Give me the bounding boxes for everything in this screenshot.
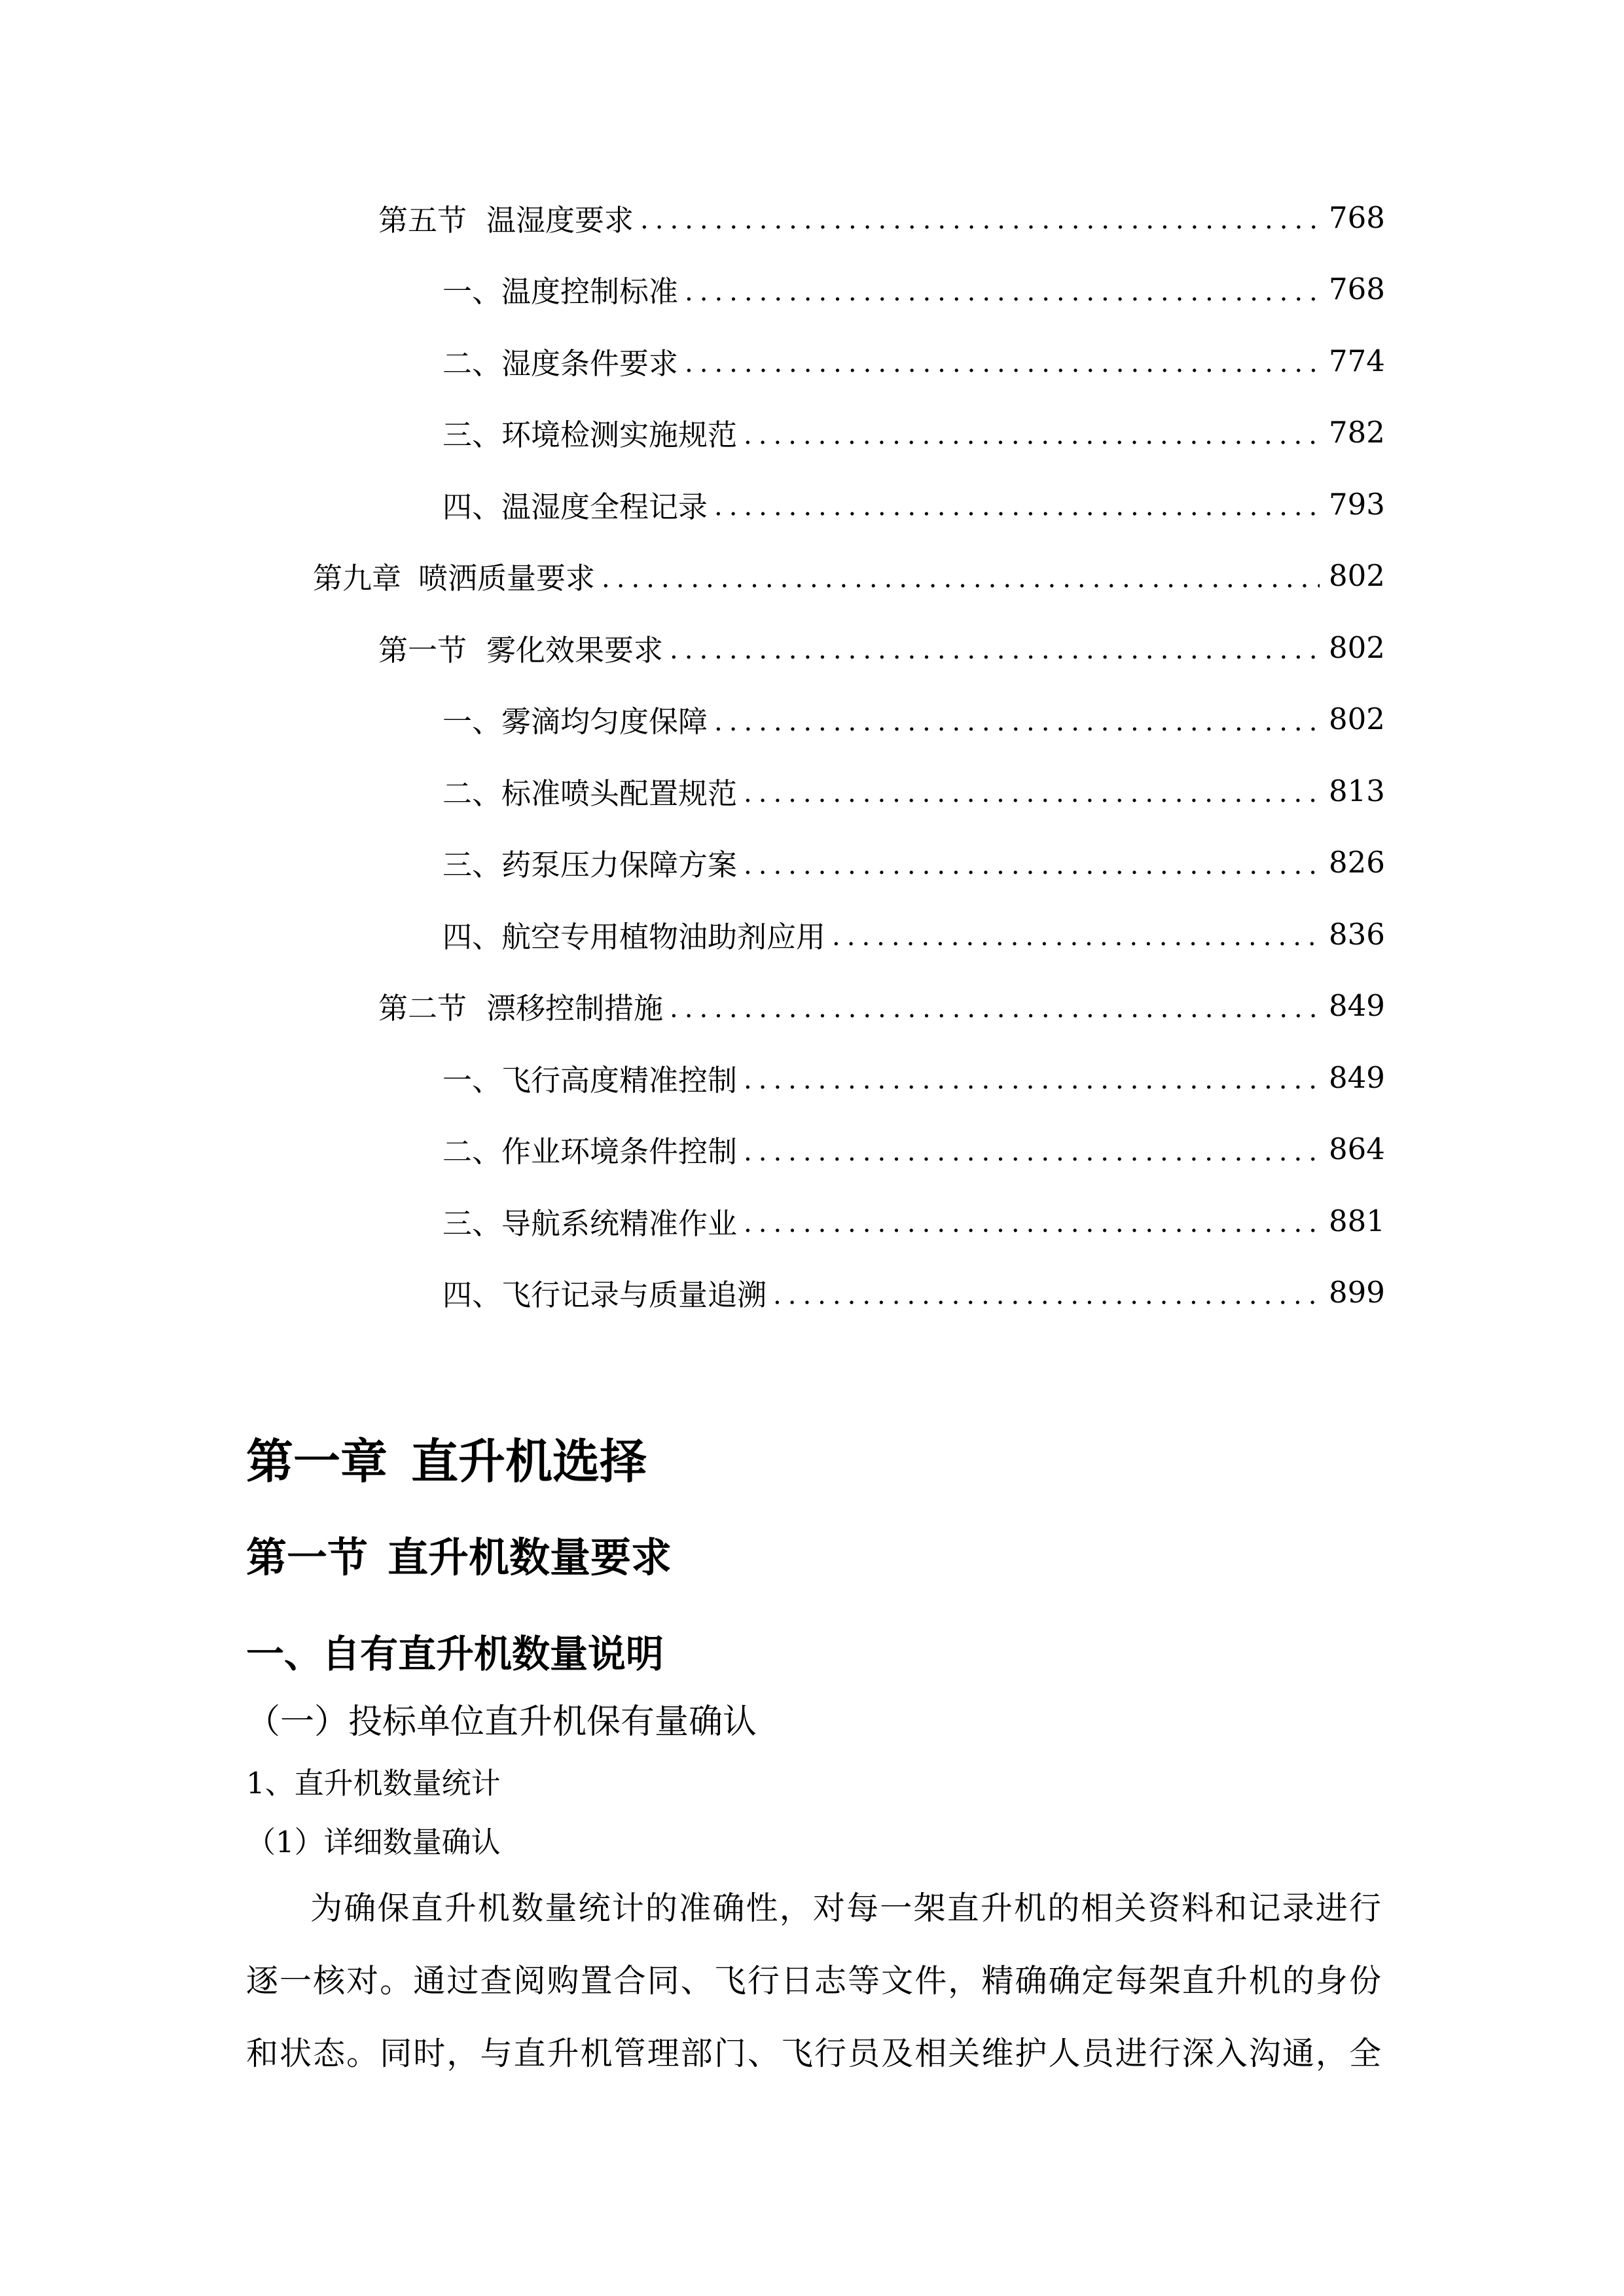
paragraph-line: 和状态。同时，与直升机管理部门、飞行员及相关维护人员进行深入沟通，全 <box>246 2035 1381 2072</box>
toc-entry-title: 喷洒质量要求 <box>418 561 596 596</box>
toc-entry-title: 导航系统精准作业 <box>501 1206 738 1241</box>
toc-entry <box>378 191 1385 243</box>
toc-entry-page: 813 <box>1329 773 1385 808</box>
toc-entry-page: 802 <box>1329 558 1385 593</box>
toc-entry <box>313 550 1385 602</box>
toc-entry-number: 四、 <box>442 919 502 954</box>
toc-entry <box>442 693 1385 745</box>
toc-entry-page: 826 <box>1329 845 1385 880</box>
toc-entry-page: 864 <box>1329 1132 1385 1166</box>
toc-entry-page: 774 <box>1329 343 1385 378</box>
toc-entry <box>442 836 1385 889</box>
toc-entry <box>442 908 1385 960</box>
toc-entry-title: 漂移控制措施 <box>486 991 664 1026</box>
toc-entry-number: 二、 <box>442 1134 502 1169</box>
toc-leader-dots <box>670 996 1320 1022</box>
toc-leader-dots <box>773 1282 1320 1308</box>
chapter-title: 直升机选择 <box>411 1433 647 1489</box>
toc-entry-page: 768 <box>1329 200 1385 235</box>
paragraph-line: 逐一核对。通过查阅购置合同、飞行日志等文件，精确确定每架直升机的身份 <box>246 1962 1381 2000</box>
toc-entry-title: 雾滴均匀度保障 <box>501 704 708 739</box>
toc-entry-number: 一、 <box>442 704 502 739</box>
paragraph-line: 为确保直升机数量统计的准确性，对每一架直升机的相关资料和记录进行 <box>310 1890 1381 1927</box>
toc-entry-number: 三、 <box>442 848 502 882</box>
toc-entry-title: 温湿度要求 <box>486 202 634 238</box>
toc-entry-page: 802 <box>1329 630 1385 665</box>
toc-entry-number: 二、 <box>442 776 502 811</box>
toc-entry-number: 第二节 <box>378 991 467 1026</box>
subitem-heading: （1）详细数量确认 <box>246 1825 501 1859</box>
toc-entry-number: 四、 <box>442 489 502 524</box>
toc-entry <box>442 334 1385 387</box>
toc-leader-dots <box>640 207 1320 233</box>
toc-entry-title: 环境检测实施规范 <box>501 418 738 452</box>
toc-entry-number: 一、 <box>442 1062 502 1098</box>
toc-entry-title: 温度控制标准 <box>501 274 679 309</box>
toc-leader-dots <box>832 924 1320 950</box>
toc-leader-dots <box>744 780 1320 806</box>
toc-entry-number: 一、 <box>442 274 502 309</box>
toc-leader-dots <box>744 852 1320 878</box>
chapter-number: 第一章 <box>246 1433 388 1489</box>
toc-entry-title: 药泵压力保障方案 <box>501 848 738 882</box>
section-title: 直升机数量要求 <box>388 1534 672 1581</box>
toc-entry-page: 899 <box>1329 1275 1385 1310</box>
subsubsection-heading: （一）投标单位直升机保有量确认 <box>246 1702 757 1742</box>
toc-entry-page: 836 <box>1329 916 1385 952</box>
toc-entry-title: 雾化效果要求 <box>486 632 664 668</box>
toc-entry-number: 第九章 <box>313 561 402 596</box>
toc-entry-number: 二、 <box>442 346 502 381</box>
toc-entry <box>442 1266 1385 1319</box>
toc-leader-dots <box>602 565 1320 592</box>
toc-entry <box>442 1194 1385 1247</box>
toc-entry-number: 三、 <box>442 1206 502 1241</box>
subsection-heading: 一、自有直升机数量说明 <box>246 1632 664 1676</box>
toc-entry-number: 第五节 <box>378 202 467 238</box>
toc-entry-title: 作业环境条件控制 <box>501 1134 738 1169</box>
toc-entry-page: 849 <box>1329 988 1385 1023</box>
toc-entry-page: 793 <box>1329 486 1385 522</box>
toc-entry-page: 849 <box>1329 1060 1385 1095</box>
toc-entry <box>442 406 1385 459</box>
section-number: 第一节 <box>246 1534 369 1581</box>
toc-entry-title: 航空专用植物油助剂应用 <box>501 919 826 954</box>
toc-entry <box>442 263 1385 315</box>
item-heading: 1、直升机数量统计 <box>246 1766 501 1801</box>
toc-leader-dots <box>744 1067 1320 1093</box>
toc-entry <box>442 478 1385 530</box>
toc-entry-page: 802 <box>1329 702 1385 736</box>
toc-entry-title: 温湿度全程记录 <box>501 489 708 524</box>
toc-entry-number: 三、 <box>442 418 502 452</box>
toc-leader-dots <box>685 279 1320 305</box>
toc-entry-title: 飞行记录与质量追溯 <box>501 1278 767 1312</box>
toc-leader-dots <box>714 709 1320 735</box>
toc-leader-dots <box>744 1139 1320 1165</box>
toc-entry <box>378 621 1385 673</box>
toc-entry-title: 标准喷头配置规范 <box>501 776 738 811</box>
toc-leader-dots <box>714 493 1320 520</box>
chapter-heading <box>246 1424 647 1492</box>
toc-entry <box>378 980 1385 1032</box>
toc-leader-dots <box>685 350 1320 376</box>
toc-entry-page: 768 <box>1329 272 1385 306</box>
toc-entry-number: 四、 <box>442 1278 502 1312</box>
body-paragraph <box>246 1872 1381 2090</box>
section-heading <box>246 1525 672 1583</box>
toc-entry <box>442 1051 1385 1103</box>
toc-entry-title: 湿度条件要求 <box>501 346 679 381</box>
toc-leader-dots <box>744 422 1320 448</box>
toc-leader-dots <box>670 637 1320 663</box>
toc-entry-title: 飞行高度精准控制 <box>501 1062 738 1098</box>
toc-entry <box>442 764 1385 817</box>
toc-leader-dots <box>744 1210 1320 1236</box>
toc-entry <box>442 1123 1385 1175</box>
toc-entry-page: 881 <box>1329 1203 1385 1238</box>
toc-entry-page: 782 <box>1329 415 1385 450</box>
toc-entry-number: 第一节 <box>378 632 467 668</box>
